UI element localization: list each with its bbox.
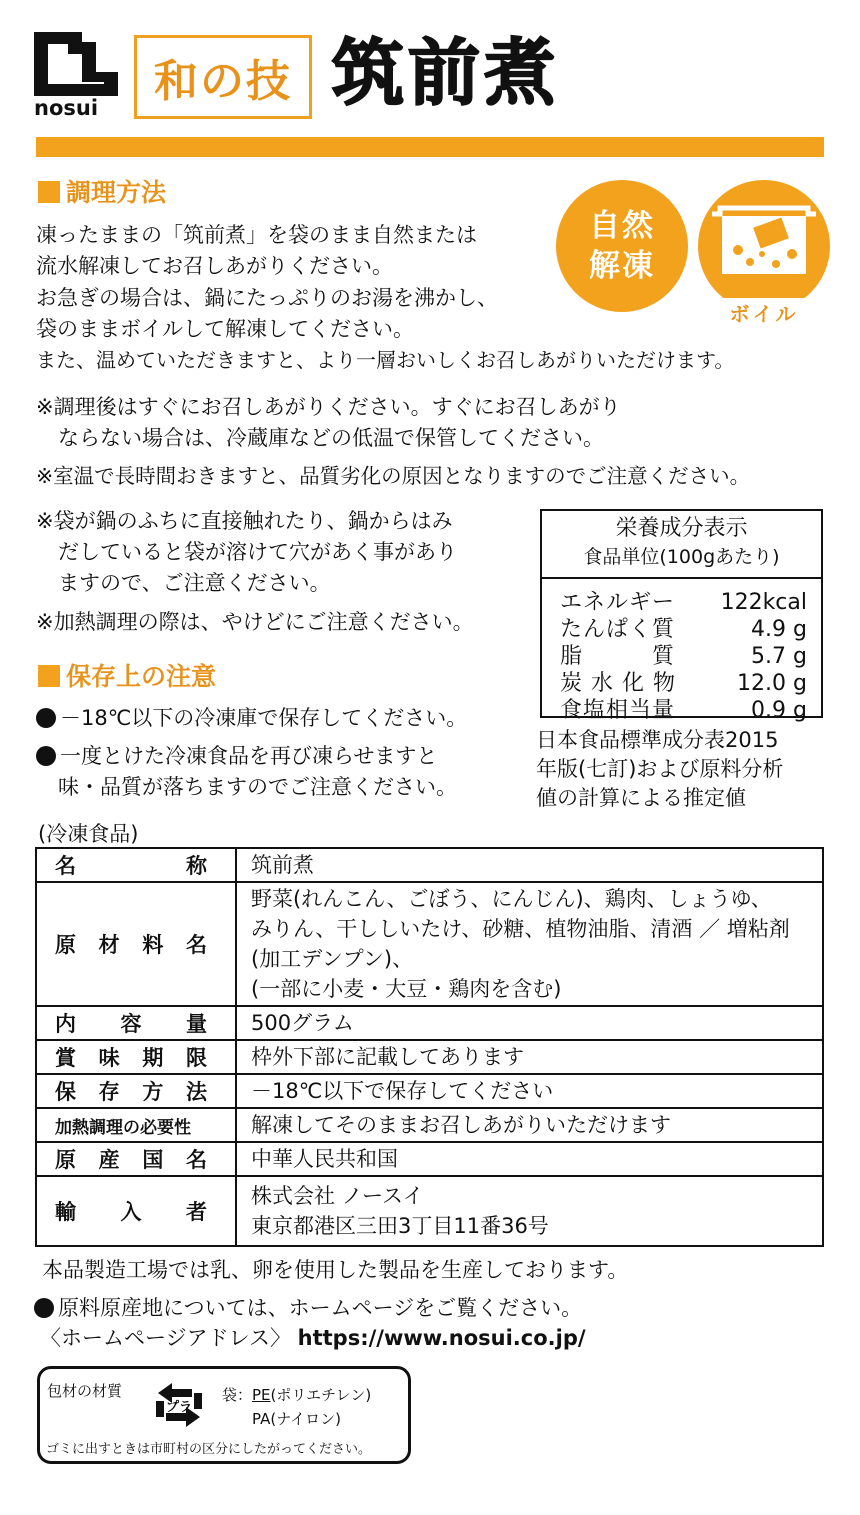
table-row: 原材料名 野菜(れんこん、ごぼう、にんじん)、鶏肉、しょうゆ、 みりん、干ししいたけ、砂糖、植物油脂、清酒 ／ 増粘剤 (加工デンプン)、 (一部に小麦・大豆・鶏肉を含む) [36,882,823,1006]
nosui-logo-icon [34,32,118,96]
square-bullet-icon [38,181,60,203]
plastic-recycle-icon [152,1379,206,1431]
note-line-5: だしていると袋が溶けて穴があく事があり [58,540,457,564]
storage-heading: 保存上の注意 [38,664,216,689]
packaging-material-2: PA(ナイロン) [252,1410,342,1428]
nutrition-row: たんぱく質 4.9 g [560,617,807,642]
table-row: 内容量 500グラム [36,1006,823,1040]
nutrition-row: エネルギー 122kcal [560,590,807,615]
nutrition-table [540,509,823,723]
boil-label: ボイル [712,298,816,327]
origin-note: 原料原産地については、ホームページをご覧ください。 [34,1292,582,1322]
bullet-dot-icon [36,746,56,766]
table-row: 輸入者 株式会社 ノースイ 東京都港区三田3丁目11番36号 [36,1176,823,1246]
storage-item-2: 一度とけた冷凍食品を再び凍らせますと [36,741,437,772]
homepage-line [40,1322,586,1352]
bullet-dot-icon [34,1298,54,1318]
frozen-category: (冷凍食品) [38,822,139,846]
cooking-heading: 調理方法 [38,180,166,205]
storage-item-1: －18℃以下の冷凍庫で保存してください。 [36,703,467,734]
natural-thaw-badge: 自然 解凍 [556,180,688,312]
table-row: 賞味期限 枠外下部に記載してあります [36,1040,823,1074]
product-label-table [35,847,824,1247]
boil-badge [698,180,830,312]
note-line-3: ※室温で長時間おきますと、品質劣化の原因となりますのでご注意ください。 [36,464,751,488]
storage-item-2-cont: 味・品質が落ちますのでご注意ください。 [58,775,457,799]
cooking-line-4: 袋のままボイルして解凍してください。 [36,317,414,341]
table-row: 保存方法 －18℃以下で保存してください [36,1074,823,1108]
nutrition-source: 日本食品標準成分表2015 年版(七訂)および原料分析 値の計算による推定値 [536,728,784,810]
square-bullet-icon [38,665,60,687]
note-line-7: ※加熱調理の際は、やけどにご注意ください。 [36,610,474,634]
brand-name: nosui [34,96,99,120]
cooking-line-5: また、温めていただきますと、より一層おいしくお召しあがりいただけます。 [36,348,735,372]
table-row: 加熱調理の必要性 解凍してそのままお召しあがりいただけます [36,1108,823,1142]
bullet-dot-icon [36,708,56,728]
nutrition-title: 栄養成分表示 [615,516,748,541]
disposal-note: ゴミに出すときは市町村の区分にしたがってください。 [46,1442,372,1457]
nutrition-unit: 食品単位(100gあたり) [583,546,780,568]
nutrition-header [542,511,821,579]
homepage-link[interactable]: https://www.nosui.co.jp/ [297,1326,586,1350]
boiling-pot-icon [698,180,830,312]
note-line-6: ますので、ご注意ください。 [58,571,331,595]
table-row: 名称 筑前煮 [36,848,823,882]
homepage-label: 〈ホームページアドレス〉 [40,1326,291,1350]
packaging-label: 包材の材質 [47,1382,123,1400]
svg-text:プラ: プラ [165,1400,193,1415]
product-title: 筑前煮 [332,31,561,115]
nutrition-row: 炭 水 化 物 12.0 g [560,671,807,696]
cooking-line-2: 流水解凍してお召しあがりください。 [36,254,393,278]
packaging-material-1: 袋：PE(ポリエチレン) [222,1386,372,1404]
nutrition-row: 脂 質 5.7 g [560,644,807,669]
allergen-note: 本品製造工場では乳、卵を使用した製品を生産しております。 [42,1258,629,1282]
series-badge: 和の技 [134,35,312,119]
table-row: 原産国名 中華人民共和国 [36,1142,823,1176]
note-line-1: ※調理後はすぐにお召しあがりください。すぐにお召しあがり [36,395,621,419]
cooking-line-1: 凍ったままの「筑前煮」を袋のまま自然または [36,223,477,247]
note-line-4: ※袋が鍋のふちに直接触れたり、鍋からはみ [36,509,453,533]
nutrition-row: 食塩相当量 0.9 g [560,698,807,723]
note-line-2: ならない場合は、冷蔵庫などの低温で保管してください。 [58,426,604,450]
cooking-line-3: お急ぎの場合は、鍋にたっぷりのお湯を沸かし、 [36,286,498,310]
header-divider [36,137,824,157]
